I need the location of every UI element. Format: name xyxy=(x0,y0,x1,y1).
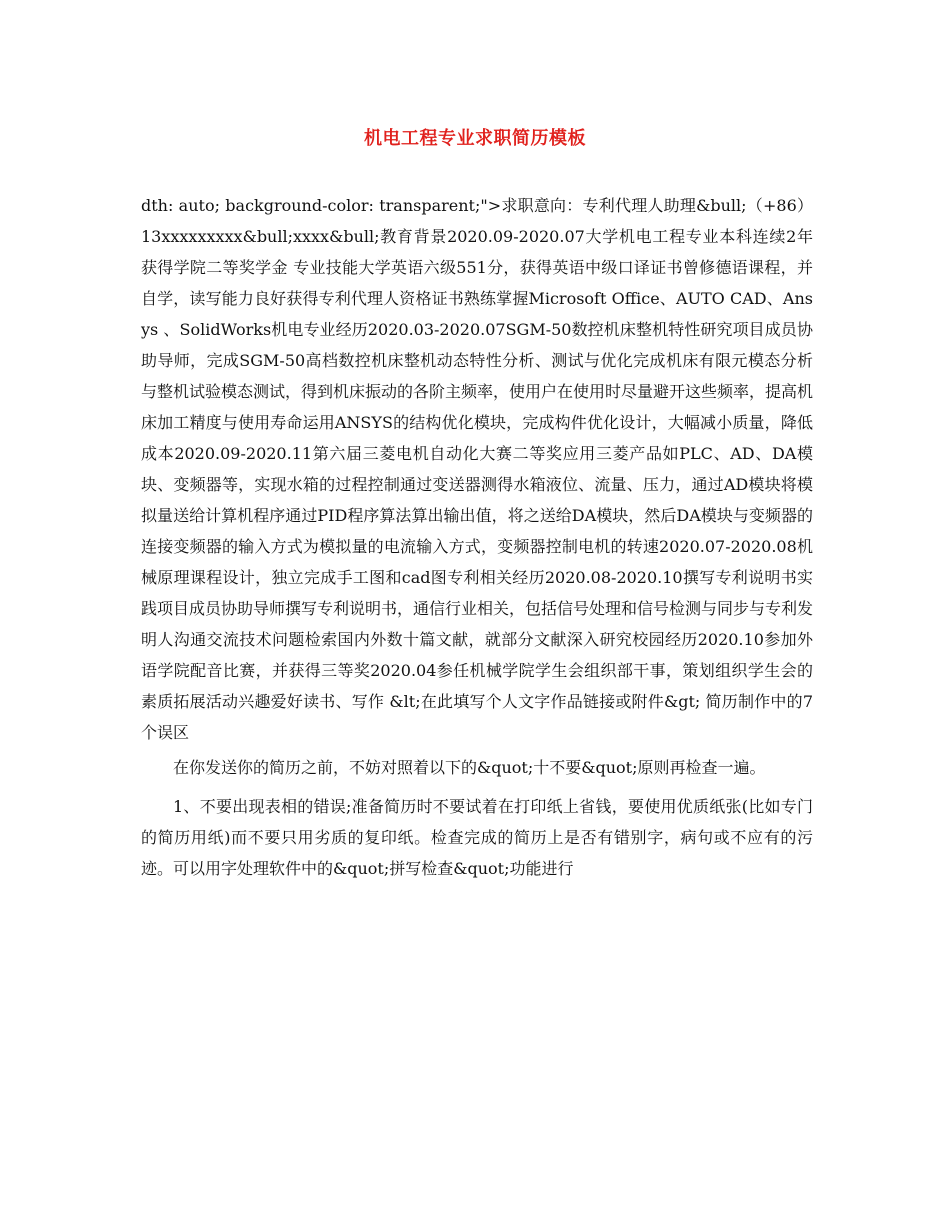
resume-paragraph: dth: auto; background-color: transparent;">求职意向：专利代理人助理&bull;（+86）13xxxxxxxxx&bull;xxxx&bull;教育背景2020.09-2020.07大学机电工程专业本科连续2年获得学院二等奖学金 专业技能大学英语六级551分，获得英语中级口译证书曾修德语课程，并自学，读写能力良好获得专利代理人资格证书熟练掌握Microsoft Office、AUTO CAD、Ansys 、SolidWorks机电专业经历2020.03-2020.07SGM-50数控机床整机特性研究项目成员协助导师，完成SGM-50高档数控机床整机动态特性分析、测试与优化完成机床有限元模态分析与整机试验模态测试，得到机床振动的各阶主频率，使用户在使用时尽量避开这些频率，提高机床加工精度与使用寿命运用ANSYS的结构优化模块，完成构件优化设计，大幅减小质量，降低成本2020.09-2020.11第六届三菱电机自动化大赛二等奖应用三菱产品如PLC、AD、DA模块、变频器等，实现水箱的过程控制通过变送器测得水箱液位、流量、压力，通过AD模块将模拟量送给计算机程序通过PID程序算法算出输出值，将之送给DA模块，然后DA模块与变频器的连接变频器的输入方式为模拟量的电流输入方式，变频器控制电机的转速2020.07-2020.08机械原理课程设计，独立完成手工图和cad图专利相关经历2020.08-2020.10撰写专利说明书实践项目成员协助导师撰写专利说明书，通信行业相关，包括信号处理和信号检测与同步与专利发明人沟通交流技术问题检索国内外数十篇文献，就部分文献深入研究校园经历2020.10参加外语学院配音比赛，并获得三等奖2020.04参任机械学院学生会组织部干事，策划组织学生会的素质拓展活动兴趣爱好读书、写作 &lt;在此填写个人文字作品链接或附件&gt; 简历制作中的7个误区 xyxy=(141,196,814,742)
document-body xyxy=(141,190,813,884)
rule-1-paragraph: 1、不要出现表相的错误;准备简历时不要试着在打印纸上省钱，要使用优质纸张(比如专门的简历用纸)而不要只用劣质的复印纸。检查完成的简历上是否有错别字，病句或不应有的污迹。可以用字处理软件中的&quot;拼写检查&quot;功能进行 xyxy=(141,797,813,878)
intro-paragraph: 在你发送你的简历之前，不妨对照着以下的&quot;十不要&quot;原则再检查一遍。 xyxy=(173,758,766,777)
document-title: 机电工程专业求职简历模板 xyxy=(364,128,586,149)
